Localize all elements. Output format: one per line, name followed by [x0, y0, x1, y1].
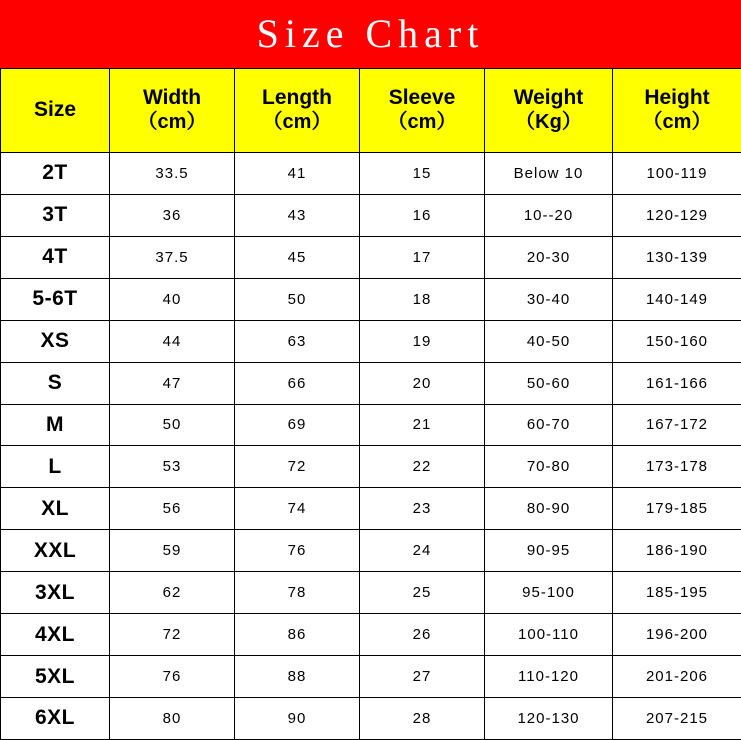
column-header-length-label: Length [262, 86, 332, 110]
cell-width: 56 [110, 488, 235, 530]
cell-length: 50 [235, 278, 360, 320]
cell-height: 179-185 [613, 488, 741, 530]
cell-width: 62 [110, 572, 235, 614]
cell-height: 120-129 [613, 194, 741, 236]
column-header-weight-label: Weight [513, 86, 584, 110]
column-header-height [613, 69, 741, 153]
column-header-length [235, 69, 360, 153]
cell-weight: 20-30 [485, 236, 613, 278]
column-header-size-label: Size [33, 98, 77, 122]
column-header-sleeve-label: Sleeve [388, 86, 456, 110]
cell-length: 72 [235, 446, 360, 488]
cell-length: 88 [235, 656, 360, 698]
cell-size: 2T [1, 153, 110, 195]
cell-width: 36 [110, 194, 235, 236]
cell-height: 207-215 [613, 697, 741, 739]
cell-weight: 80-90 [485, 488, 613, 530]
cell-weight: 110-120 [485, 656, 613, 698]
column-header-height-unit: （cm） [642, 111, 712, 134]
cell-size: XL [1, 488, 110, 530]
table-row [1, 530, 741, 572]
cell-sleeve: 27 [360, 656, 485, 698]
cell-size: L [1, 446, 110, 488]
cell-length: 63 [235, 320, 360, 362]
cell-size: XXL [1, 530, 110, 572]
cell-width: 80 [110, 697, 235, 739]
cell-weight: 50-60 [485, 362, 613, 404]
table-row [1, 194, 741, 236]
cell-weight: 10--20 [485, 194, 613, 236]
cell-sleeve: 24 [360, 530, 485, 572]
cell-width: 50 [110, 404, 235, 446]
column-header-size [1, 69, 110, 153]
cell-sleeve: 19 [360, 320, 485, 362]
cell-weight: 95-100 [485, 572, 613, 614]
cell-height: 196-200 [613, 614, 741, 656]
cell-sleeve: 28 [360, 697, 485, 739]
column-header-width-label: Width [142, 86, 202, 110]
cell-length: 76 [235, 530, 360, 572]
cell-width: 37.5 [110, 236, 235, 278]
cell-height: 186-190 [613, 530, 741, 572]
cell-height: 130-139 [613, 236, 741, 278]
cell-width: 53 [110, 446, 235, 488]
cell-sleeve: 22 [360, 446, 485, 488]
column-header-sleeve-unit: （cm） [387, 111, 457, 134]
cell-width: 47 [110, 362, 235, 404]
cell-length: 45 [235, 236, 360, 278]
cell-width: 44 [110, 320, 235, 362]
cell-sleeve: 25 [360, 572, 485, 614]
cell-length: 43 [235, 194, 360, 236]
cell-weight: 70-80 [485, 446, 613, 488]
column-header-length-unit: （cm） [262, 111, 332, 134]
cell-weight: 100-110 [485, 614, 613, 656]
table-row [1, 404, 741, 446]
size-chart-table [0, 68, 741, 740]
cell-sleeve: 18 [360, 278, 485, 320]
table-row [1, 278, 741, 320]
cell-sleeve: 21 [360, 404, 485, 446]
cell-height: 185-195 [613, 572, 741, 614]
cell-sleeve: 16 [360, 194, 485, 236]
cell-height: 140-149 [613, 278, 741, 320]
column-header-weight [485, 69, 613, 153]
cell-size: M [1, 404, 110, 446]
cell-weight: 90-95 [485, 530, 613, 572]
table-row [1, 488, 741, 530]
cell-weight: 30-40 [485, 278, 613, 320]
table-row [1, 697, 741, 739]
cell-weight: 40-50 [485, 320, 613, 362]
table-row [1, 572, 741, 614]
column-header-height-label: Height [644, 86, 710, 110]
cell-size: 5XL [1, 656, 110, 698]
table-row [1, 656, 741, 698]
table-row [1, 320, 741, 362]
table-row [1, 236, 741, 278]
cell-length: 74 [235, 488, 360, 530]
cell-width: 76 [110, 656, 235, 698]
cell-sleeve: 23 [360, 488, 485, 530]
cell-length: 86 [235, 614, 360, 656]
cell-width: 59 [110, 530, 235, 572]
cell-height: 100-119 [613, 153, 741, 195]
cell-length: 78 [235, 572, 360, 614]
cell-weight: 120-130 [485, 697, 613, 739]
cell-size: 5-6T [1, 278, 110, 320]
column-header-weight-unit: （Kg） [515, 111, 582, 134]
cell-size: 4XL [1, 614, 110, 656]
column-header-sleeve [360, 69, 485, 153]
cell-length: 69 [235, 404, 360, 446]
cell-size: 4T [1, 236, 110, 278]
cell-height: 150-160 [613, 320, 741, 362]
cell-height: 201-206 [613, 656, 741, 698]
cell-weight: Below 10 [485, 153, 613, 195]
cell-width: 33.5 [110, 153, 235, 195]
cell-height: 173-178 [613, 446, 741, 488]
cell-sleeve: 26 [360, 614, 485, 656]
table-row [1, 362, 741, 404]
cell-sleeve: 20 [360, 362, 485, 404]
table-body [1, 153, 741, 740]
cell-sleeve: 15 [360, 153, 485, 195]
table-row [1, 446, 741, 488]
cell-length: 66 [235, 362, 360, 404]
cell-height: 161-166 [613, 362, 741, 404]
cell-length: 90 [235, 697, 360, 739]
cell-size: XS [1, 320, 110, 362]
cell-length: 41 [235, 153, 360, 195]
column-header-width [110, 69, 235, 153]
cell-height: 167-172 [613, 404, 741, 446]
column-header-width-unit: （cm） [137, 111, 207, 134]
cell-size: 3XL [1, 572, 110, 614]
table-header-row [1, 69, 741, 153]
page-title: Size Chart [256, 11, 485, 56]
cell-size: S [1, 362, 110, 404]
cell-size: 3T [1, 194, 110, 236]
cell-width: 40 [110, 278, 235, 320]
cell-size: 6XL [1, 697, 110, 739]
cell-weight: 60-70 [485, 404, 613, 446]
cell-width: 72 [110, 614, 235, 656]
title-banner [0, 0, 741, 68]
table-row [1, 153, 741, 195]
table-row [1, 614, 741, 656]
cell-sleeve: 17 [360, 236, 485, 278]
